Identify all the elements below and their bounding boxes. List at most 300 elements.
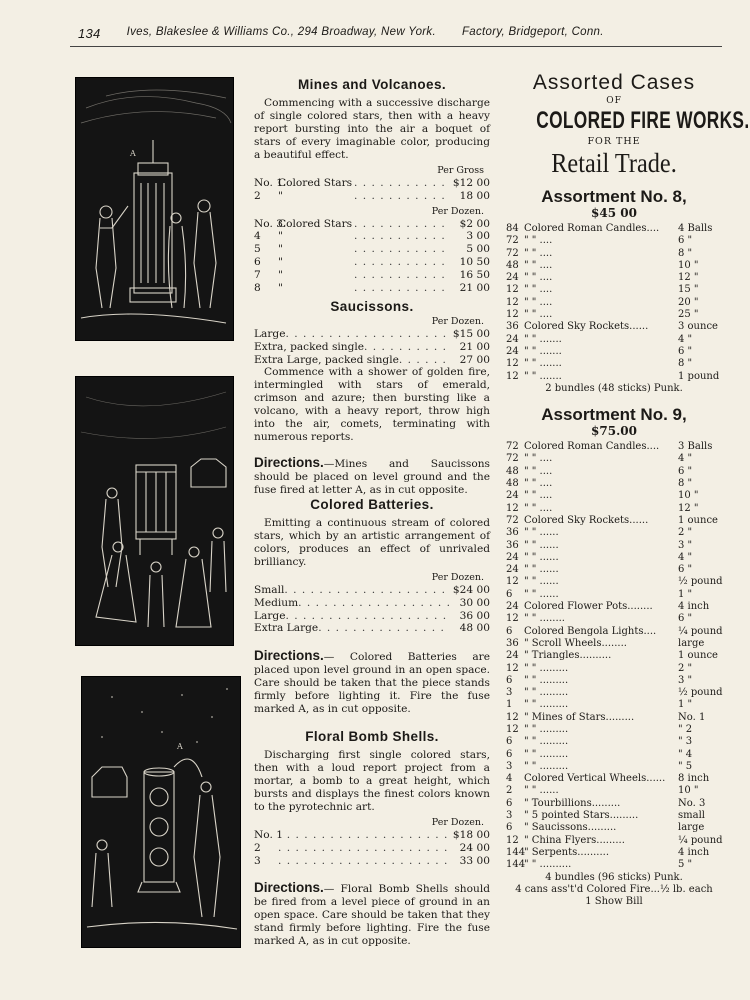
assortment-row bbox=[506, 626, 722, 638]
mines-description: Commencing with a successive discharge of single colored stars, then with a heavy report bursting into the air a boquet of stars of every imaginable color, producing a beautiful effect. bbox=[254, 97, 490, 161]
item-name: Large bbox=[254, 609, 286, 622]
item-price: $12 00 bbox=[452, 177, 490, 189]
price-row bbox=[254, 341, 490, 354]
item-number: No. 1. bbox=[254, 177, 287, 189]
quantity: 6 bbox=[506, 797, 513, 809]
price-row bbox=[254, 610, 490, 623]
item-description: " " ......... bbox=[524, 687, 569, 699]
leader-dots bbox=[399, 354, 450, 367]
item-name: " bbox=[278, 243, 283, 256]
item-size: 15 " bbox=[678, 284, 699, 296]
price-row bbox=[254, 177, 490, 190]
item-description: " Saucissons......... bbox=[524, 822, 617, 834]
item-description: " " ......... bbox=[524, 748, 569, 760]
item-size: " 5 bbox=[678, 760, 693, 772]
leader-dots bbox=[318, 622, 450, 635]
item-price: 48 00 bbox=[459, 622, 490, 635]
item-size: 1 ounce bbox=[678, 514, 718, 526]
assortment-row bbox=[506, 810, 722, 822]
quantity: 72 bbox=[506, 441, 519, 453]
quantity: 6 bbox=[506, 736, 513, 748]
item-size: large bbox=[678, 637, 705, 649]
saucissons-section bbox=[254, 300, 490, 497]
item-description: " Serpents.......... bbox=[524, 846, 610, 858]
item-size: " 2 bbox=[678, 723, 693, 735]
assortment-8-title: Assortment No. 8, bbox=[541, 187, 687, 206]
assortment-row bbox=[506, 798, 722, 810]
mines-illustration bbox=[75, 77, 234, 341]
item-description: " " ....... bbox=[524, 358, 562, 370]
item-description: " " ...... bbox=[524, 527, 559, 539]
price-row bbox=[254, 622, 490, 635]
item-description: " " ......... bbox=[524, 662, 569, 674]
quantity: 24 bbox=[506, 333, 519, 345]
item-size: 1 ounce bbox=[678, 650, 718, 662]
item-size: 1 " bbox=[678, 699, 693, 711]
item-description: " " .... bbox=[524, 296, 553, 308]
quantity: 6 bbox=[506, 822, 513, 834]
item-description: " " .... bbox=[524, 490, 553, 502]
item-name: Colored Stars bbox=[278, 177, 353, 189]
item-description: Colored Roman Candles.... bbox=[524, 223, 660, 234]
item-description: " Mines of Stars......... bbox=[524, 711, 635, 723]
assortment-row bbox=[506, 309, 722, 321]
item-size: 2 " bbox=[678, 527, 693, 539]
item-price: 36 00 bbox=[459, 609, 490, 622]
price-row bbox=[254, 190, 490, 203]
item-description: " " ......... bbox=[524, 674, 569, 686]
leader-dots bbox=[354, 282, 450, 295]
quantity: 2 bbox=[506, 785, 513, 797]
quantity: 48 bbox=[506, 478, 519, 490]
item-size: 12 " bbox=[678, 502, 699, 514]
item-number: 4 bbox=[254, 230, 261, 243]
item-size: " 3 bbox=[678, 736, 693, 748]
item-name: Large bbox=[254, 328, 286, 340]
assortment-row bbox=[506, 761, 722, 773]
item-description: " China Flyers......... bbox=[524, 834, 625, 846]
retail-trade-heading: Retail Trade. bbox=[551, 148, 677, 178]
item-description: " Scroll Wheels........ bbox=[524, 637, 627, 649]
item-name: " bbox=[278, 189, 283, 202]
assortment-row bbox=[506, 749, 722, 761]
batteries-section bbox=[254, 498, 490, 716]
item-size: 4 Balls bbox=[678, 223, 713, 234]
assortment-row bbox=[506, 490, 722, 502]
leader-dots bbox=[364, 341, 450, 354]
item-price: 21 00 bbox=[459, 340, 490, 353]
item-size: 3 Balls bbox=[678, 441, 713, 453]
item-size: 25 " bbox=[678, 309, 699, 321]
item-price: 10 50 bbox=[459, 255, 490, 268]
assortment-9-footer-fire: 4 cans ass't'd Colored Fire...½ lb. each bbox=[515, 883, 713, 895]
item-description: " " ...... bbox=[524, 576, 559, 588]
item-number: No. 1 bbox=[254, 829, 283, 841]
quantity: 72 bbox=[506, 514, 519, 526]
item-size: ¼ pound bbox=[678, 834, 723, 846]
assortment-row bbox=[506, 736, 722, 748]
assortment-row bbox=[506, 321, 722, 333]
item-description: " " ...... bbox=[524, 551, 559, 563]
assortment-9-list bbox=[506, 441, 722, 871]
quantity: 24 bbox=[506, 272, 519, 284]
quantity: 72 bbox=[506, 247, 519, 259]
assortment-row bbox=[506, 663, 722, 675]
item-size: " 4 bbox=[678, 748, 693, 760]
quantity: 6 bbox=[506, 625, 513, 637]
assortment-row bbox=[506, 466, 722, 478]
mines-per-gross: Per Gross bbox=[437, 165, 484, 176]
item-name: " bbox=[278, 268, 283, 281]
assortment-row bbox=[506, 712, 722, 724]
item-description: " " ...... bbox=[524, 785, 559, 797]
quantity: 12 bbox=[506, 711, 519, 723]
item-description: " " .... bbox=[524, 465, 553, 477]
quantity: 6 bbox=[506, 588, 513, 600]
item-description: " " .... bbox=[524, 284, 553, 296]
bombs-price-list bbox=[254, 829, 490, 867]
item-description: " 5 pointed Stars......... bbox=[524, 810, 639, 822]
item-size: small bbox=[678, 810, 705, 822]
assortment-8-price: $45 00 bbox=[591, 206, 637, 220]
batteries-illustration bbox=[75, 376, 234, 646]
assortment-9-price: $75.00 bbox=[591, 424, 637, 439]
item-name: Extra, packed single bbox=[254, 340, 365, 353]
item-size: 4 " bbox=[678, 333, 693, 345]
item-size: 6 " bbox=[678, 564, 693, 576]
assorted-heading: Assorted Cases bbox=[532, 71, 696, 94]
assortment-row bbox=[506, 785, 722, 797]
leader-dots bbox=[354, 218, 450, 231]
price-row bbox=[254, 829, 490, 842]
assortment-row bbox=[506, 527, 722, 539]
assortment-row bbox=[506, 675, 722, 687]
item-description: " " .... bbox=[524, 453, 553, 465]
item-size: 2 " bbox=[678, 662, 693, 674]
quantity: 6 bbox=[506, 748, 513, 760]
item-price: $24 00 bbox=[452, 584, 490, 596]
item-price: 27 00 bbox=[459, 353, 490, 366]
item-description: Colored Bengola Lights.... bbox=[524, 625, 657, 637]
assortment-row bbox=[506, 552, 722, 564]
quantity: 12 bbox=[506, 309, 519, 321]
quantity: 3 bbox=[506, 687, 513, 699]
assortment-row bbox=[506, 859, 722, 871]
item-description: " " .... bbox=[524, 478, 553, 490]
bombs-directions bbox=[254, 881, 490, 948]
batteries-price-list bbox=[254, 584, 490, 635]
colored-fire-works-heading: COLORED FIRE WORKS. bbox=[536, 107, 750, 134]
item-size: ¼ pound bbox=[678, 625, 723, 637]
item-description: " " ....... bbox=[524, 345, 562, 357]
item-name: " bbox=[278, 281, 283, 294]
item-name: Small bbox=[254, 584, 285, 596]
item-size: 6 " bbox=[678, 235, 693, 247]
item-size: 8 inch bbox=[678, 773, 710, 785]
item-price: 21 00 bbox=[459, 281, 490, 294]
item-description: " " ...... bbox=[524, 564, 559, 576]
quantity: 84 bbox=[506, 223, 519, 234]
item-size: 6 " bbox=[678, 345, 693, 357]
price-row bbox=[254, 230, 490, 243]
batteries-directions bbox=[254, 649, 490, 716]
quantity: 48 bbox=[506, 465, 519, 477]
price-row bbox=[254, 282, 490, 295]
quantity: 12 bbox=[506, 296, 519, 308]
quantity: 12 bbox=[506, 358, 519, 370]
item-size: 8 " bbox=[678, 247, 693, 259]
leader-dots bbox=[278, 829, 450, 842]
item-price: 16 50 bbox=[459, 268, 490, 281]
leader-dots bbox=[354, 177, 450, 190]
quantity: 36 bbox=[506, 637, 519, 649]
item-size: 12 " bbox=[678, 272, 699, 284]
bombs-title: Floral Bomb Shells. bbox=[305, 729, 439, 744]
quantity: 12 bbox=[506, 613, 519, 625]
assorted-of: OF bbox=[606, 96, 622, 106]
assortment-row bbox=[506, 835, 722, 847]
bombs-description: Discharging first single colored stars, then with a loud report project from a mortar, a bomb to a great height, which bursts and displays the finest colors known to the pyrotechnic art. bbox=[254, 749, 490, 813]
bombs-per-dozen: Per Dozen. bbox=[431, 817, 484, 828]
price-row bbox=[254, 328, 490, 341]
price-row bbox=[254, 269, 490, 282]
leader-dots bbox=[354, 190, 450, 203]
assortment-row bbox=[506, 284, 722, 296]
assortment-row bbox=[506, 515, 722, 527]
page-number: 134 bbox=[78, 26, 101, 41]
item-size: 6 " bbox=[678, 613, 693, 625]
assortment-row bbox=[506, 687, 722, 699]
quantity: 36 bbox=[506, 527, 519, 539]
quantity: 24 bbox=[506, 551, 519, 563]
item-price: 5 00 bbox=[466, 243, 490, 256]
item-description: " " ......... bbox=[524, 699, 569, 711]
quantity: 12 bbox=[506, 576, 519, 588]
item-size: 4 inch bbox=[678, 601, 710, 613]
item-name: " bbox=[278, 230, 283, 243]
assortment-row bbox=[506, 503, 722, 515]
item-number: No. 3. bbox=[254, 217, 287, 230]
item-number: 5 bbox=[254, 243, 261, 256]
assortment-row bbox=[506, 223, 722, 235]
quantity: 36 bbox=[506, 539, 519, 551]
price-row bbox=[254, 218, 490, 231]
assortment-row bbox=[506, 248, 722, 260]
assortment-row bbox=[506, 334, 722, 346]
assortment-row bbox=[506, 358, 722, 370]
item-description: Colored Sky Rockets...... bbox=[524, 321, 649, 333]
item-price: 3 00 bbox=[466, 230, 490, 243]
price-row bbox=[254, 354, 490, 367]
mines-per-dozen: Per Dozen. bbox=[431, 205, 484, 217]
publisher-line: Ives, Blakeslee & Williams Co., 294 Broadway, New York. bbox=[126, 26, 436, 38]
quantity: 48 bbox=[506, 259, 519, 271]
item-name: " bbox=[278, 255, 283, 268]
item-price: $18 00 bbox=[452, 829, 490, 841]
assortment-row bbox=[506, 478, 722, 490]
price-row bbox=[254, 855, 490, 868]
item-description: " " .... bbox=[524, 235, 553, 247]
assortment-row bbox=[506, 576, 722, 588]
leader-dots bbox=[354, 269, 450, 282]
leader-dots bbox=[354, 243, 450, 256]
quantity: 24 bbox=[506, 490, 519, 502]
item-size: 10 " bbox=[678, 785, 699, 797]
assortment-9-footer-punk: 4 bundles (96 sticks) Punk. bbox=[545, 871, 683, 883]
item-price: 30 00 bbox=[459, 596, 490, 609]
item-number: 6 bbox=[254, 255, 261, 268]
quantity: 144 bbox=[506, 859, 526, 871]
item-description: " " .... bbox=[524, 309, 553, 321]
item-size: No. 3 bbox=[678, 797, 706, 809]
saucissons-description: Commence with a shower of golden fire, intermingled with stars of emerald, crimson and azure; then bursting like a volcano, with a heavy report, throw high into the air, comets, terminating with numerous reports. bbox=[254, 366, 490, 444]
item-description: " " .......... bbox=[524, 859, 572, 871]
mines-gross-list bbox=[254, 177, 490, 203]
item-description: " " .... bbox=[524, 502, 553, 514]
item-size: No. 1 bbox=[678, 711, 706, 723]
item-size: 3 ounce bbox=[678, 321, 718, 333]
leader-dots bbox=[285, 610, 450, 623]
batteries-title: Colored Batteries. bbox=[310, 497, 434, 512]
item-description: " " ......... bbox=[524, 723, 569, 735]
item-size: 10 " bbox=[678, 490, 699, 502]
saucissons-directions-label: Directions. bbox=[254, 455, 324, 471]
assortment-row bbox=[506, 601, 722, 613]
item-number: 7 bbox=[254, 268, 261, 281]
quantity: 72 bbox=[506, 235, 519, 247]
item-price: 33 00 bbox=[459, 854, 490, 867]
item-description: Colored Sky Rockets...... bbox=[524, 514, 649, 526]
item-price: $2 00 bbox=[459, 217, 490, 230]
assortment-row bbox=[506, 822, 722, 834]
assortment-row bbox=[506, 260, 722, 272]
assortment-row bbox=[506, 699, 722, 711]
item-size: 8 " bbox=[678, 478, 693, 490]
assortment-9-title: Assortment No. 9, bbox=[541, 405, 687, 425]
mines-fuse-label: A bbox=[130, 149, 136, 158]
item-name: Extra Large, packed single bbox=[254, 353, 399, 366]
quantity: 1 bbox=[506, 699, 513, 711]
item-description: " Tourbillions......... bbox=[524, 797, 621, 809]
assortment-row bbox=[506, 235, 722, 247]
item-size: 1 pound bbox=[678, 370, 720, 382]
assortment-8-list bbox=[506, 223, 722, 383]
leader-dots bbox=[354, 230, 450, 243]
assortment-row bbox=[506, 650, 722, 662]
header-rule bbox=[70, 46, 722, 47]
leader-dots bbox=[284, 584, 450, 597]
item-description: Colored Flower Pots........ bbox=[524, 601, 653, 613]
quantity: 144 bbox=[506, 846, 526, 858]
item-description: " " .... bbox=[524, 259, 553, 271]
batteries-directions-label: Directions. bbox=[254, 648, 324, 664]
item-size: 3 " bbox=[678, 674, 693, 686]
item-number: 2 bbox=[254, 189, 261, 202]
quantity: 12 bbox=[506, 662, 519, 674]
quantity: 4 bbox=[506, 773, 513, 785]
item-description: " " ......... bbox=[524, 736, 569, 748]
price-row bbox=[254, 243, 490, 256]
item-description: " " ...... bbox=[524, 539, 559, 551]
quantity: 3 bbox=[506, 810, 513, 822]
item-description: Colored Vertical Wheels...... bbox=[524, 773, 666, 785]
mines-section bbox=[254, 78, 490, 294]
item-description: " " ....... bbox=[524, 370, 562, 382]
batteries-directions-text: — Colored Batteries are placed upon level ground in an open space. Care should be taken that the piece stands firmly before lighting it. Fire the fuse marked A, as in cut opposite. bbox=[254, 651, 490, 716]
item-size: 5 " bbox=[678, 859, 693, 871]
quantity: 12 bbox=[506, 834, 519, 846]
bombs-section bbox=[254, 730, 490, 948]
item-size: 6 " bbox=[678, 465, 693, 477]
mines-title: Mines and Volcanoes. bbox=[297, 77, 447, 92]
saucissons-title: Saucissons. bbox=[330, 299, 414, 314]
quantity: 36 bbox=[506, 321, 519, 333]
item-size: 3 " bbox=[678, 539, 693, 551]
bombs-illustration bbox=[81, 676, 241, 948]
item-number: 3 bbox=[254, 854, 261, 867]
leader-dots bbox=[278, 855, 450, 868]
quantity: 6 bbox=[506, 674, 513, 686]
quantity: 24 bbox=[506, 345, 519, 357]
assortment-row bbox=[506, 540, 722, 552]
quantity: 12 bbox=[506, 502, 519, 514]
item-size: 20 " bbox=[678, 296, 699, 308]
item-size: 1 " bbox=[678, 588, 693, 600]
assortment-row bbox=[506, 773, 722, 785]
assortment-8-footer: 2 bundles (48 sticks) Punk. bbox=[545, 382, 683, 394]
mines-dozen-list bbox=[254, 218, 490, 295]
bombs-directions-label: Directions. bbox=[254, 880, 324, 896]
item-description: " " ......... bbox=[524, 760, 569, 772]
page-header bbox=[78, 26, 718, 41]
assortment-row bbox=[506, 441, 722, 453]
bombs-fuse-label: A bbox=[177, 742, 183, 751]
factory-line: Factory, Bridgeport, Conn. bbox=[461, 26, 604, 38]
item-size: ½ pound bbox=[678, 576, 723, 588]
item-size: 4 " bbox=[678, 453, 693, 465]
bombs-directions-text: — Floral Bomb Shells should be fired from a level piece of ground in an open space. Care should be taken that they stand firmly before lighting. Fire the fuse marked A, as in cut opposite. bbox=[254, 883, 490, 948]
item-size: 10 " bbox=[678, 259, 699, 271]
item-size: large bbox=[678, 822, 705, 834]
quantity: 12 bbox=[506, 723, 519, 735]
item-description: " Triangles.......... bbox=[524, 650, 612, 662]
item-name: Extra Large bbox=[254, 622, 319, 635]
quantity: 12 bbox=[506, 370, 519, 382]
assortment-row bbox=[506, 638, 722, 650]
quantity: 24 bbox=[506, 601, 519, 613]
item-description: " " ....... bbox=[524, 333, 562, 345]
item-price: 18 00 bbox=[459, 189, 490, 202]
saucissons-per-dozen: Per Dozen. bbox=[431, 316, 484, 327]
assortment-row bbox=[506, 589, 722, 601]
assortment-9-footer-bill: 1 Show Bill bbox=[585, 896, 643, 908]
leader-dots bbox=[278, 842, 450, 855]
price-row bbox=[254, 842, 490, 855]
item-description: Colored Roman Candles.... bbox=[524, 441, 660, 453]
assortment-row bbox=[506, 453, 722, 465]
leader-dots bbox=[354, 256, 450, 269]
assortment-row bbox=[506, 272, 722, 284]
assorted-cases-column bbox=[506, 70, 750, 908]
item-number: 8 bbox=[254, 281, 261, 294]
item-description: " " ........ bbox=[524, 613, 565, 625]
item-number: 2 bbox=[254, 841, 261, 854]
assortment-row bbox=[506, 724, 722, 736]
saucissons-price-list bbox=[254, 328, 490, 366]
saucissons-directions bbox=[254, 456, 490, 497]
assortment-row bbox=[506, 613, 722, 625]
quantity: 3 bbox=[506, 760, 513, 772]
